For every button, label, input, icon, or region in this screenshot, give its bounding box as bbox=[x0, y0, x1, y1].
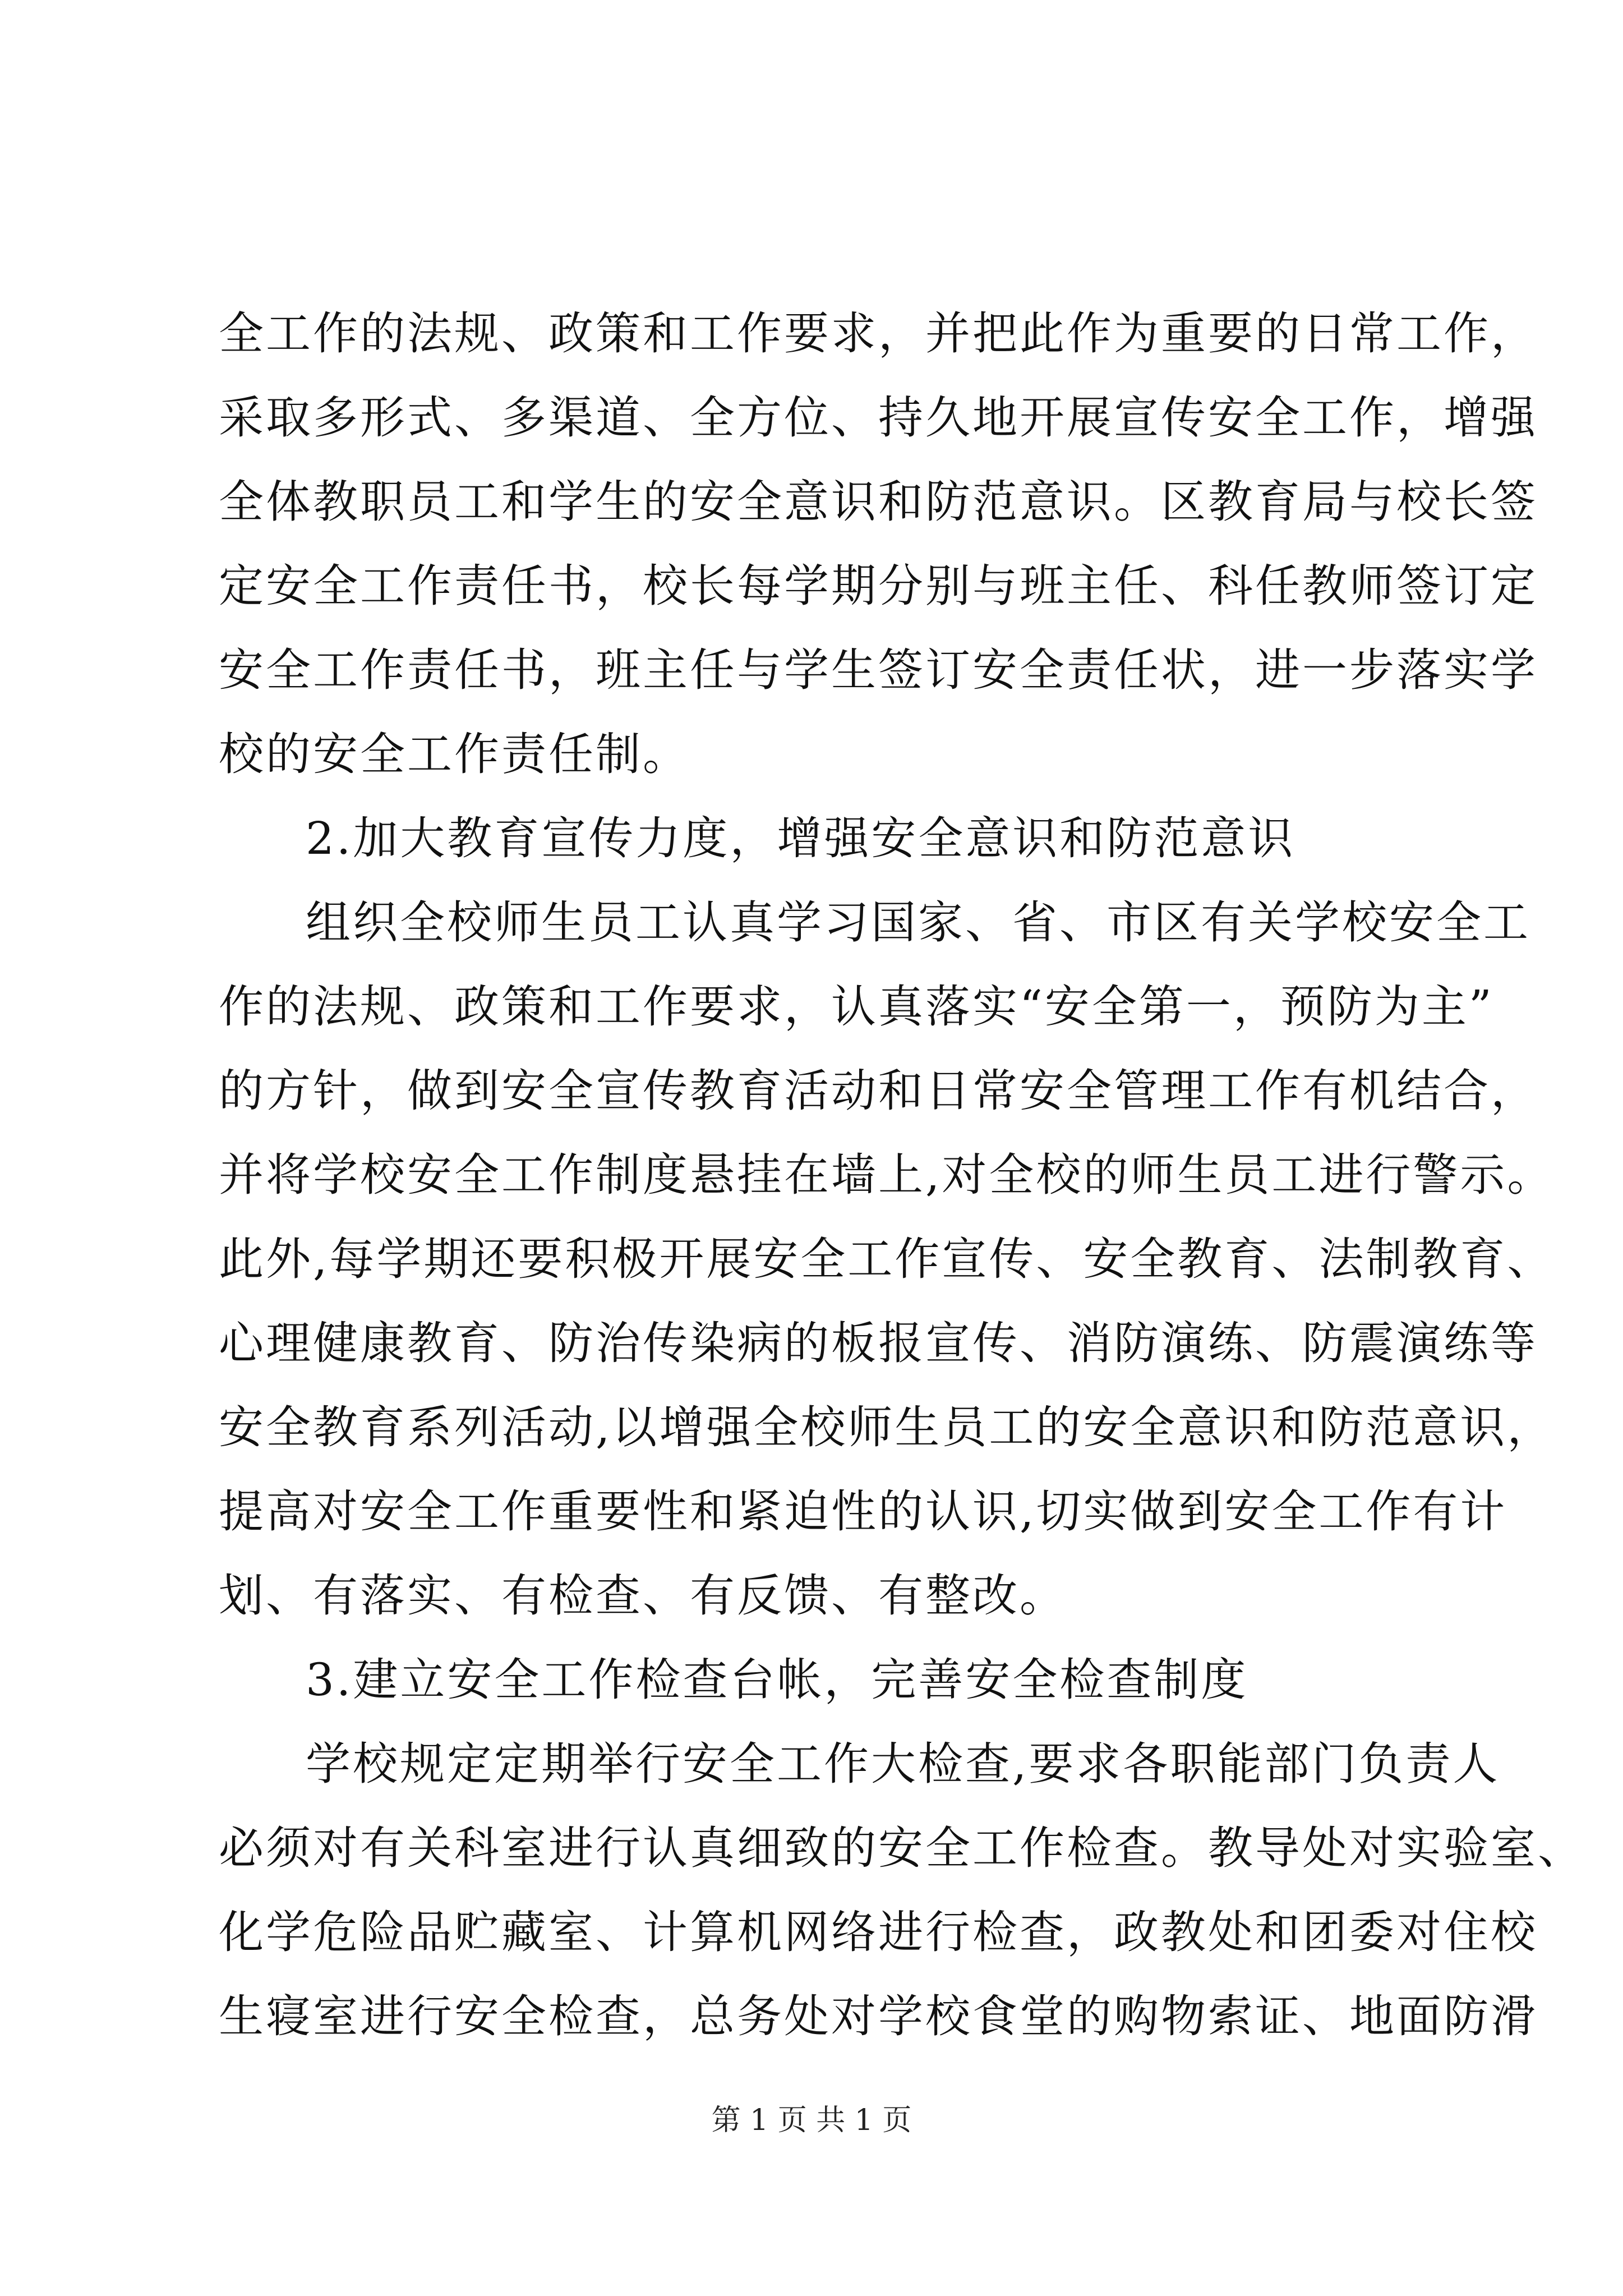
body-text-line: 化学危险品贮藏室、计算机网络进行检查，政教处和团委对住校 bbox=[219, 1906, 1538, 1958]
body-text-line: 划、有落实、有检查、有反馈、有整改。 bbox=[219, 1570, 1067, 1622]
body-text-line: 全体教职员工和学生的安全意识和防范意识。区教育局与校长签 bbox=[219, 476, 1538, 528]
body-text-line: 生寝室进行安全检查，总务处对学校食堂的购物索证、地面防滑 bbox=[219, 1990, 1538, 2042]
body-text-line: 安全教育系列活动,以增强全校师生员工的安全意识和防范意识， bbox=[219, 1401, 1555, 1453]
body-text-line: 心理健康教育、防治传染病的板报宣传、消防演练、防震演练等 bbox=[219, 1317, 1538, 1369]
body-text-line: 定安全工作责任书，校长每学期分别与班主任、科任教师签订定 bbox=[219, 560, 1538, 612]
body-text-line: 组织全校师生员工认真学习国家、省、市区有关学校安全工 bbox=[306, 896, 1530, 949]
body-text-line: 提高对安全工作重要性和紧迫性的认识,切实做到安全工作有计 bbox=[219, 1485, 1507, 1538]
body-text-line: 全工作的法规、政策和工作要求，并把此作为重要的日常工作， bbox=[219, 307, 1538, 360]
body-text-line: 安全工作责任书，班主任与学生签订安全责任状，进一步落实学 bbox=[219, 644, 1538, 696]
body-text-line: 采取多形式、多渠道、全方位、持久地开展宣传安全工作，增强 bbox=[219, 392, 1538, 444]
body-text-line: 校的安全工作责任制。 bbox=[219, 728, 690, 780]
body-text-line: 并将学校安全工作制度悬挂在墙上,对全校的师生员工进行警示。 bbox=[219, 1149, 1555, 1201]
body-text-line: 的方针，做到安全宣传教育活动和日常安全管理工作有机结合， bbox=[219, 1065, 1538, 1117]
page-footer: 第 1 页 共 1 页 bbox=[711, 2104, 912, 2137]
section-heading: 3.建立安全工作检查台帐，完善安全检查制度 bbox=[306, 1654, 1248, 1706]
body-text-line: 此外,每学期还要积极开展安全工作宣传、安全教育、法制教育、 bbox=[219, 1233, 1555, 1285]
body-text-line: 必须对有关科室进行认真细致的安全工作检查。教导处对实验室、 bbox=[219, 1822, 1585, 1874]
body-text-line: 学校规定定期举行安全工作大检查,要求各职能部门负责人 bbox=[306, 1738, 1500, 1790]
body-text-line: 作的法规、政策和工作要求，认真落实“安全第一，预防为主” bbox=[219, 981, 1494, 1033]
section-heading: 2.加大教育宣传力度，增强安全意识和防范意识 bbox=[306, 812, 1295, 864]
